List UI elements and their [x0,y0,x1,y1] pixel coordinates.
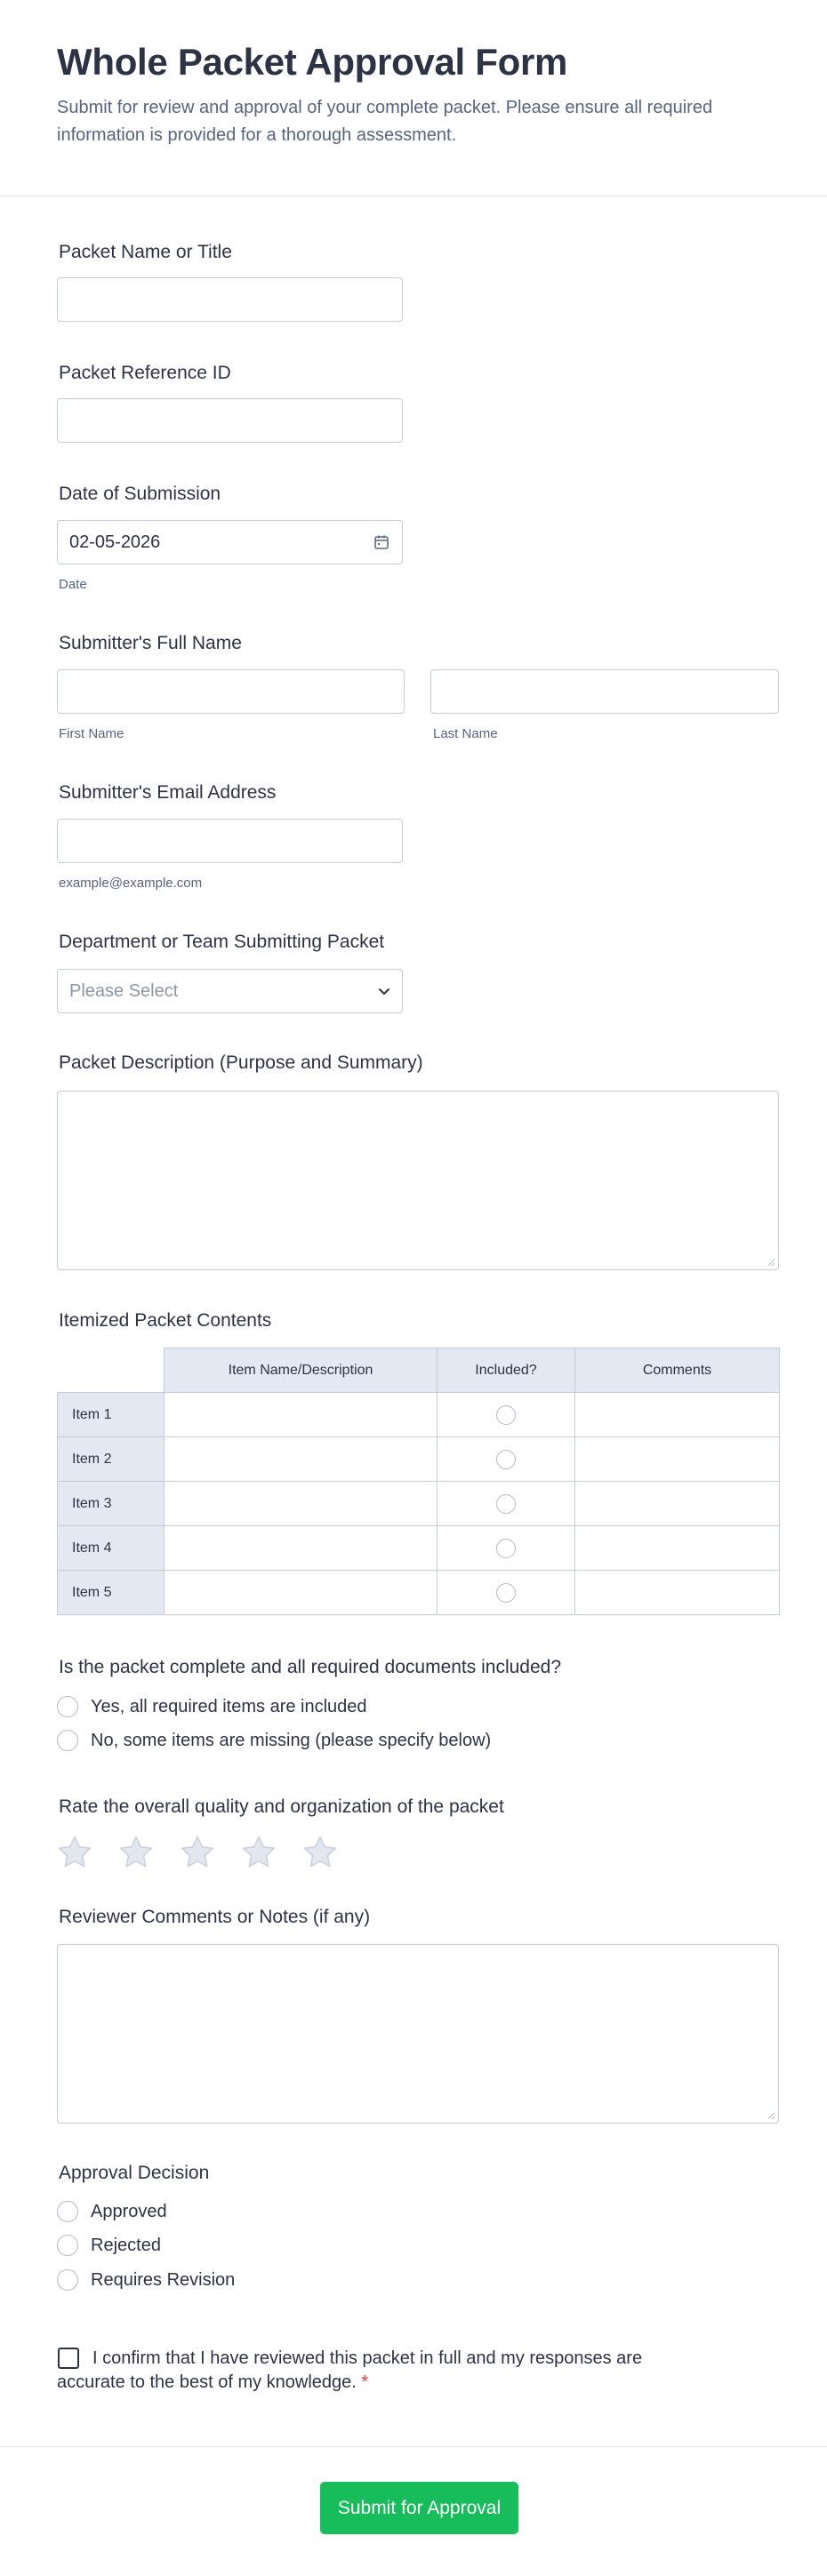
matrix-row-header: Item 2 [58,1437,165,1482]
star-icon[interactable] [178,1833,217,1872]
confirm-label: I confirm that I have reviewed this packet in full and my responses are accurate to the best of my knowledge. [57,2348,643,2392]
email-input[interactable] [57,819,403,863]
form-title: Whole Packet Approval Form [57,41,568,83]
decision-label: Approval Decision [59,2163,210,2183]
matrix-row [58,1571,780,1615]
resize-grip-icon[interactable] [767,1258,775,1267]
matrix-label: Itemized Packet Contents [59,1310,272,1331]
required-mark: * [361,2372,369,2392]
last-name-sublabel: Last Name [433,726,498,741]
matrix-row [58,1482,780,1526]
option-label: Requires Revision [91,2269,236,2290]
completeness-label: Is the packet complete and all required documents included? [59,1657,562,1677]
included-radio[interactable] [496,1494,516,1514]
matrix-corner [58,1348,165,1393]
matrix-row-header: Item 4 [58,1526,165,1571]
date-value: 02-05-2026 [69,532,161,552]
included-radio[interactable] [496,1405,516,1425]
radio-button[interactable] [57,1730,78,1751]
date-input[interactable] [57,520,403,564]
packet-contents-matrix [57,1348,780,1615]
rating-label: Rate the overall quality and organization of the packet [59,1796,504,1817]
radio-button[interactable] [57,2201,78,2222]
option-label: Approved [91,2201,167,2221]
item-description-cell[interactable] [165,1526,438,1571]
decision-option-approved[interactable] [57,2201,167,2222]
comments-cell[interactable] [575,1482,780,1526]
completeness-option-yes[interactable] [57,1696,367,1717]
matrix-row [58,1393,780,1437]
form-subtitle: Submit for review and approval of your complete packet. Please ensure all required information is provided for a thorough assessment. [57,98,713,145]
star-icon[interactable] [239,1833,278,1872]
included-radio[interactable] [496,1450,516,1469]
date-label: Date of Submission [59,484,221,504]
included-radio[interactable] [496,1583,516,1603]
email-label: Submitter's Email Address [59,782,277,803]
item-description-cell[interactable] [165,1482,438,1526]
resize-grip-icon[interactable] [767,2111,775,2120]
option-label: Rejected [91,2235,161,2255]
reviewer-comments-textarea[interactable] [57,1944,779,2124]
matrix-row [58,1437,780,1482]
submit-button[interactable]: Submit for Approval [320,2482,518,2534]
full-name-label: Submitter's Full Name [59,633,242,653]
included-cell [438,1437,575,1482]
calendar-icon[interactable] [373,534,389,550]
included-cell [438,1526,575,1571]
matrix-col-header: Comments [575,1348,780,1393]
included-cell [438,1571,575,1615]
radio-button[interactable] [57,1696,78,1717]
packet-name-label: Packet Name or Title [59,242,232,262]
included-radio[interactable] [496,1539,516,1558]
department-label: Department or Team Submitting Packet [59,932,385,952]
included-cell [438,1393,575,1437]
star-icon[interactable] [55,1833,94,1872]
comments-cell[interactable] [575,1437,780,1482]
matrix-col-header: Item Name/Description [165,1348,438,1393]
star-icon[interactable] [116,1833,156,1872]
comments-cell[interactable] [575,1571,780,1615]
radio-button[interactable] [57,2269,78,2291]
item-description-cell[interactable] [165,1393,438,1437]
date-sublabel: Date [59,577,87,592]
star-rating [55,1833,362,1872]
reviewer-comments-label: Reviewer Comments or Notes (if any) [59,1907,371,1927]
first-name-input[interactable] [57,669,405,714]
description-label: Packet Description (Purpose and Summary) [59,1052,423,1073]
footer-divider [0,2446,827,2447]
matrix-row-header: Item 5 [58,1571,165,1615]
email-sublabel: example@example.com [59,876,203,891]
description-textarea[interactable] [57,1091,779,1270]
matrix-col-header: Included? [438,1348,575,1393]
matrix-row [58,1526,780,1571]
decision-option-rejected[interactable] [57,2235,161,2256]
decision-option-revision[interactable] [57,2269,235,2291]
chevron-down-icon [377,984,391,998]
completeness-option-no[interactable] [57,1730,491,1751]
comments-cell[interactable] [575,1526,780,1571]
last-name-input[interactable] [430,669,779,714]
item-description-cell[interactable] [165,1571,438,1615]
matrix-row-header: Item 1 [58,1393,165,1437]
option-label: No, some items are missing (please specify below) [91,1730,492,1750]
option-label: Yes, all required items are included [91,1696,367,1716]
comments-cell[interactable] [575,1393,780,1437]
first-name-sublabel: First Name [59,726,124,741]
packet-name-input[interactable] [57,277,403,322]
reference-id-input[interactable] [57,398,403,443]
star-icon[interactable] [301,1833,340,1872]
included-cell [438,1482,575,1526]
matrix-row-header: Item 3 [58,1482,165,1526]
department-placeholder: Please Select [69,980,179,1001]
confirm-text [57,2347,697,2395]
reference-id-label: Packet Reference ID [59,363,231,383]
item-description-cell[interactable] [165,1437,438,1482]
radio-button[interactable] [57,2235,78,2256]
department-select[interactable] [57,969,403,1013]
